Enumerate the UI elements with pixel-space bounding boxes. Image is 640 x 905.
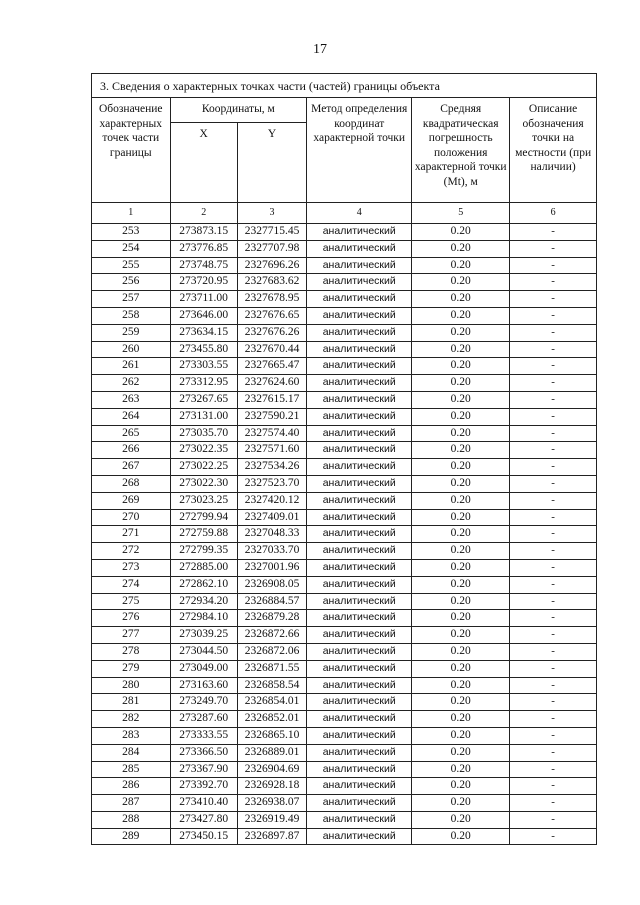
accuracy-cell: 0.20 [412, 660, 510, 677]
coordinate-y-cell: 2327409.01 [237, 509, 306, 526]
table-row [92, 307, 597, 324]
method-cell: аналитический [307, 593, 412, 610]
coordinate-y-cell: 2326854.01 [237, 694, 306, 711]
coordinate-y-cell: 2327670.44 [237, 341, 306, 358]
description-cell: - [510, 307, 597, 324]
coordinate-y-cell: 2327676.65 [237, 307, 306, 324]
table-row [92, 811, 597, 828]
method-cell: аналитический [307, 727, 412, 744]
table-row [92, 593, 597, 610]
coordinate-x-cell: 273287.60 [170, 711, 237, 728]
point-number-cell: 257 [92, 291, 171, 308]
coordinate-y-cell: 2327001.96 [237, 559, 306, 576]
method-cell: аналитический [307, 610, 412, 627]
description-cell: - [510, 324, 597, 341]
method-cell: аналитический [307, 291, 412, 308]
accuracy-cell: 0.20 [412, 257, 510, 274]
coordinate-x-cell: 272934.20 [170, 593, 237, 610]
description-cell: - [510, 795, 597, 812]
accuracy-cell: 0.20 [412, 391, 510, 408]
accuracy-cell: 0.20 [412, 593, 510, 610]
coordinate-y-cell: 2327678.95 [237, 291, 306, 308]
method-cell: аналитический [307, 811, 412, 828]
method-cell: аналитический [307, 559, 412, 576]
description-cell: - [510, 375, 597, 392]
method-cell: аналитический [307, 677, 412, 694]
table-title-row [92, 74, 597, 98]
accuracy-cell: 0.20 [412, 526, 510, 543]
accuracy-cell: 0.20 [412, 307, 510, 324]
coordinate-x-cell: 272799.94 [170, 509, 237, 526]
coordinate-x-cell: 273366.50 [170, 744, 237, 761]
accuracy-cell: 0.20 [412, 610, 510, 627]
accuracy-cell: 0.20 [412, 828, 510, 845]
accuracy-cell: 0.20 [412, 744, 510, 761]
accuracy-cell: 0.20 [412, 543, 510, 560]
point-number-cell: 277 [92, 627, 171, 644]
point-number-cell: 283 [92, 727, 171, 744]
description-cell: - [510, 761, 597, 778]
coordinate-x-cell: 273455.80 [170, 341, 237, 358]
column-number: 6 [510, 203, 597, 224]
method-cell: аналитический [307, 375, 412, 392]
accuracy-cell: 0.20 [412, 627, 510, 644]
table-row [92, 358, 597, 375]
accuracy-cell: 0.20 [412, 643, 510, 660]
description-cell: - [510, 526, 597, 543]
coordinate-y-cell: 2327683.62 [237, 274, 306, 291]
point-number-cell: 276 [92, 610, 171, 627]
table-row [92, 576, 597, 593]
description-cell: - [510, 711, 597, 728]
coordinate-y-cell: 2326865.10 [237, 727, 306, 744]
coordinate-y-cell: 2327523.70 [237, 475, 306, 492]
description-cell: - [510, 576, 597, 593]
coordinate-y-cell: 2326908.05 [237, 576, 306, 593]
point-number-cell: 264 [92, 408, 171, 425]
column-number: 2 [170, 203, 237, 224]
coordinate-x-cell: 273023.25 [170, 492, 237, 509]
point-number-cell: 288 [92, 811, 171, 828]
coordinate-x-cell: 273044.50 [170, 643, 237, 660]
description-cell: - [510, 643, 597, 660]
coordinate-x-cell: 272984.10 [170, 610, 237, 627]
column-number: 1 [92, 203, 171, 224]
point-number-cell: 274 [92, 576, 171, 593]
accuracy-cell: 0.20 [412, 375, 510, 392]
accuracy-cell: 0.20 [412, 559, 510, 576]
table-row [92, 442, 597, 459]
point-number-cell: 268 [92, 475, 171, 492]
accuracy-cell: 0.20 [412, 509, 510, 526]
description-cell: - [510, 610, 597, 627]
table-row [92, 375, 597, 392]
accuracy-cell: 0.20 [412, 358, 510, 375]
point-number-cell: 262 [92, 375, 171, 392]
method-cell: аналитический [307, 475, 412, 492]
description-cell: - [510, 559, 597, 576]
header-y: Y [237, 123, 306, 203]
coordinate-x-cell: 273303.55 [170, 358, 237, 375]
coordinate-x-cell: 273163.60 [170, 677, 237, 694]
accuracy-cell: 0.20 [412, 459, 510, 476]
point-number-cell: 253 [92, 224, 171, 241]
coordinate-y-cell: 2326871.55 [237, 660, 306, 677]
table-row [92, 828, 597, 845]
table-row [92, 492, 597, 509]
coordinate-y-cell: 2327665.47 [237, 358, 306, 375]
table-row [92, 509, 597, 526]
table-row [92, 459, 597, 476]
coordinate-y-cell: 2326872.06 [237, 643, 306, 660]
accuracy-cell: 0.20 [412, 274, 510, 291]
table-row [92, 274, 597, 291]
method-cell: аналитический [307, 391, 412, 408]
accuracy-cell: 0.20 [412, 727, 510, 744]
coordinate-x-cell: 273748.75 [170, 257, 237, 274]
coordinate-x-cell: 273131.00 [170, 408, 237, 425]
accuracy-cell: 0.20 [412, 291, 510, 308]
table-row [92, 408, 597, 425]
coordinate-y-cell: 2327707.98 [237, 240, 306, 257]
method-cell: аналитический [307, 744, 412, 761]
table-row [92, 711, 597, 728]
coordinate-x-cell: 273022.35 [170, 442, 237, 459]
table-row [92, 257, 597, 274]
coordinate-x-cell: 272759.88 [170, 526, 237, 543]
header-designation: Обозначение характерных точек части границы [92, 98, 171, 203]
table-row [92, 627, 597, 644]
description-cell: - [510, 240, 597, 257]
accuracy-cell: 0.20 [412, 694, 510, 711]
accuracy-cell: 0.20 [412, 778, 510, 795]
coordinate-y-cell: 2327696.26 [237, 257, 306, 274]
point-number-cell: 281 [92, 694, 171, 711]
method-cell: аналитический [307, 526, 412, 543]
section-title: 3. Сведения о характерных точках части (частей) границы объекта [92, 74, 597, 98]
coordinate-x-cell: 273427.80 [170, 811, 237, 828]
coordinate-x-cell: 273711.00 [170, 291, 237, 308]
method-cell: аналитический [307, 408, 412, 425]
description-cell: - [510, 358, 597, 375]
coordinate-y-cell: 2326904.69 [237, 761, 306, 778]
coordinate-y-cell: 2326858.54 [237, 677, 306, 694]
coordinate-y-cell: 2326884.57 [237, 593, 306, 610]
point-number-cell: 267 [92, 459, 171, 476]
coordinate-y-cell: 2326938.07 [237, 795, 306, 812]
method-cell: аналитический [307, 711, 412, 728]
table-row [92, 660, 597, 677]
coordinate-y-cell: 2326872.66 [237, 627, 306, 644]
method-cell: аналитический [307, 324, 412, 341]
table-row [92, 475, 597, 492]
table-row [92, 526, 597, 543]
description-cell: - [510, 727, 597, 744]
point-number-cell: 261 [92, 358, 171, 375]
method-cell: аналитический [307, 543, 412, 560]
method-cell: аналитический [307, 341, 412, 358]
column-number: 5 [412, 203, 510, 224]
description-cell: - [510, 459, 597, 476]
table-row [92, 391, 597, 408]
point-number-cell: 282 [92, 711, 171, 728]
coordinate-y-cell: 2326928.18 [237, 778, 306, 795]
point-number-cell: 265 [92, 425, 171, 442]
point-number-cell: 269 [92, 492, 171, 509]
point-number-cell: 254 [92, 240, 171, 257]
method-cell: аналитический [307, 778, 412, 795]
accuracy-cell: 0.20 [412, 442, 510, 459]
coordinate-y-cell: 2327590.21 [237, 408, 306, 425]
point-number-cell: 285 [92, 761, 171, 778]
description-cell: - [510, 744, 597, 761]
method-cell: аналитический [307, 240, 412, 257]
accuracy-cell: 0.20 [412, 677, 510, 694]
method-cell: аналитический [307, 576, 412, 593]
header-row [92, 98, 597, 123]
coordinate-x-cell: 273450.15 [170, 828, 237, 845]
method-cell: аналитический [307, 509, 412, 526]
point-number-cell: 258 [92, 307, 171, 324]
coordinate-x-cell: 272799.35 [170, 543, 237, 560]
coordinate-x-cell: 273022.25 [170, 459, 237, 476]
description-cell: - [510, 543, 597, 560]
point-number-cell: 271 [92, 526, 171, 543]
point-number-cell: 275 [92, 593, 171, 610]
method-cell: аналитический [307, 425, 412, 442]
point-number-cell: 266 [92, 442, 171, 459]
description-cell: - [510, 828, 597, 845]
coordinate-x-cell: 273312.95 [170, 375, 237, 392]
header-coordinates: Координаты, м [170, 98, 307, 123]
table-row [92, 744, 597, 761]
accuracy-cell: 0.20 [412, 576, 510, 593]
header-description: Описание обозначения точки на местности (при наличии) [510, 98, 597, 203]
method-cell: аналитический [307, 459, 412, 476]
column-number: 3 [237, 203, 306, 224]
description-cell: - [510, 778, 597, 795]
coordinate-x-cell: 273646.00 [170, 307, 237, 324]
coordinate-x-cell: 273249.70 [170, 694, 237, 711]
table-row [92, 240, 597, 257]
table-row [92, 425, 597, 442]
accuracy-cell: 0.20 [412, 240, 510, 257]
accuracy-cell: 0.20 [412, 492, 510, 509]
description-cell: - [510, 391, 597, 408]
coordinate-x-cell: 273720.95 [170, 274, 237, 291]
point-number-cell: 287 [92, 795, 171, 812]
boundary-points-table [91, 73, 597, 845]
coordinate-x-cell: 273776.85 [170, 240, 237, 257]
point-number-cell: 263 [92, 391, 171, 408]
description-cell: - [510, 341, 597, 358]
coordinate-y-cell: 2326852.01 [237, 711, 306, 728]
point-number-cell: 279 [92, 660, 171, 677]
description-cell: - [510, 257, 597, 274]
method-cell: аналитический [307, 274, 412, 291]
description-cell: - [510, 425, 597, 442]
coordinate-x-cell: 273367.90 [170, 761, 237, 778]
method-cell: аналитический [307, 627, 412, 644]
coordinate-x-cell: 273333.55 [170, 727, 237, 744]
method-cell: аналитический [307, 694, 412, 711]
coordinate-y-cell: 2327615.17 [237, 391, 306, 408]
coordinate-x-cell: 273410.40 [170, 795, 237, 812]
coordinate-y-cell: 2327534.26 [237, 459, 306, 476]
header-accuracy: Средняя квадратическая погрешность положения характерной точки (Mt), м [412, 98, 510, 203]
point-number-cell: 255 [92, 257, 171, 274]
description-cell: - [510, 475, 597, 492]
coordinate-y-cell: 2327715.45 [237, 224, 306, 241]
coordinate-y-cell: 2327048.33 [237, 526, 306, 543]
coordinate-x-cell: 272862.10 [170, 576, 237, 593]
point-number-cell: 286 [92, 778, 171, 795]
coordinate-x-cell: 273873.15 [170, 224, 237, 241]
point-number-cell: 260 [92, 341, 171, 358]
accuracy-cell: 0.20 [412, 475, 510, 492]
table-row [92, 543, 597, 560]
point-number-cell: 270 [92, 509, 171, 526]
accuracy-cell: 0.20 [412, 408, 510, 425]
description-cell: - [510, 492, 597, 509]
coordinate-x-cell: 273392.70 [170, 778, 237, 795]
table-row [92, 694, 597, 711]
table-row [92, 224, 597, 241]
description-cell: - [510, 274, 597, 291]
coordinate-x-cell: 273634.15 [170, 324, 237, 341]
header-x: X [170, 123, 237, 203]
description-cell: - [510, 660, 597, 677]
coordinate-y-cell: 2327420.12 [237, 492, 306, 509]
method-cell: аналитический [307, 795, 412, 812]
point-number-cell: 289 [92, 828, 171, 845]
description-cell: - [510, 593, 597, 610]
method-cell: аналитический [307, 660, 412, 677]
description-cell: - [510, 408, 597, 425]
page-number: 17 [313, 42, 327, 57]
table-body [92, 224, 597, 845]
coordinate-x-cell: 273022.30 [170, 475, 237, 492]
accuracy-cell: 0.20 [412, 811, 510, 828]
point-number-cell: 272 [92, 543, 171, 560]
description-cell: - [510, 677, 597, 694]
accuracy-cell: 0.20 [412, 761, 510, 778]
table-row [92, 677, 597, 694]
accuracy-cell: 0.20 [412, 224, 510, 241]
description-cell: - [510, 694, 597, 711]
point-number-cell: 280 [92, 677, 171, 694]
method-cell: аналитический [307, 643, 412, 660]
point-number-cell: 273 [92, 559, 171, 576]
description-cell: - [510, 509, 597, 526]
coordinate-y-cell: 2327624.60 [237, 375, 306, 392]
coordinate-x-cell: 273049.00 [170, 660, 237, 677]
accuracy-cell: 0.20 [412, 795, 510, 812]
table-row [92, 324, 597, 341]
column-number: 4 [307, 203, 412, 224]
method-cell: аналитический [307, 307, 412, 324]
description-cell: - [510, 291, 597, 308]
coordinate-x-cell: 273267.65 [170, 391, 237, 408]
point-number-cell: 259 [92, 324, 171, 341]
table-row [92, 778, 597, 795]
description-cell: - [510, 811, 597, 828]
table-row [92, 559, 597, 576]
table-row [92, 291, 597, 308]
coordinate-x-cell: 273035.70 [170, 425, 237, 442]
table-row [92, 643, 597, 660]
accuracy-cell: 0.20 [412, 324, 510, 341]
point-number-cell: 256 [92, 274, 171, 291]
method-cell: аналитический [307, 257, 412, 274]
description-cell: - [510, 224, 597, 241]
table-row [92, 795, 597, 812]
coordinate-y-cell: 2326897.87 [237, 828, 306, 845]
accuracy-cell: 0.20 [412, 711, 510, 728]
coordinate-y-cell: 2327574.40 [237, 425, 306, 442]
method-cell: аналитический [307, 828, 412, 845]
accuracy-cell: 0.20 [412, 341, 510, 358]
method-cell: аналитический [307, 492, 412, 509]
coordinate-y-cell: 2327571.60 [237, 442, 306, 459]
table-row [92, 341, 597, 358]
method-cell: аналитический [307, 761, 412, 778]
description-cell: - [510, 442, 597, 459]
coordinate-y-cell: 2326879.28 [237, 610, 306, 627]
accuracy-cell: 0.20 [412, 425, 510, 442]
table-row [92, 761, 597, 778]
method-cell: аналитический [307, 224, 412, 241]
method-cell: аналитический [307, 358, 412, 375]
coordinate-y-cell: 2327033.70 [237, 543, 306, 560]
column-numbers-row [92, 203, 597, 224]
coordinate-x-cell: 272885.00 [170, 559, 237, 576]
point-number-cell: 284 [92, 744, 171, 761]
table-row [92, 727, 597, 744]
point-number-cell: 278 [92, 643, 171, 660]
coordinate-x-cell: 273039.25 [170, 627, 237, 644]
coordinate-y-cell: 2326889.01 [237, 744, 306, 761]
coordinate-y-cell: 2327676.26 [237, 324, 306, 341]
method-cell: аналитический [307, 442, 412, 459]
header-method: Метод определения координат характерной точки [307, 98, 412, 203]
table-row [92, 610, 597, 627]
description-cell: - [510, 627, 597, 644]
coordinate-y-cell: 2326919.49 [237, 811, 306, 828]
